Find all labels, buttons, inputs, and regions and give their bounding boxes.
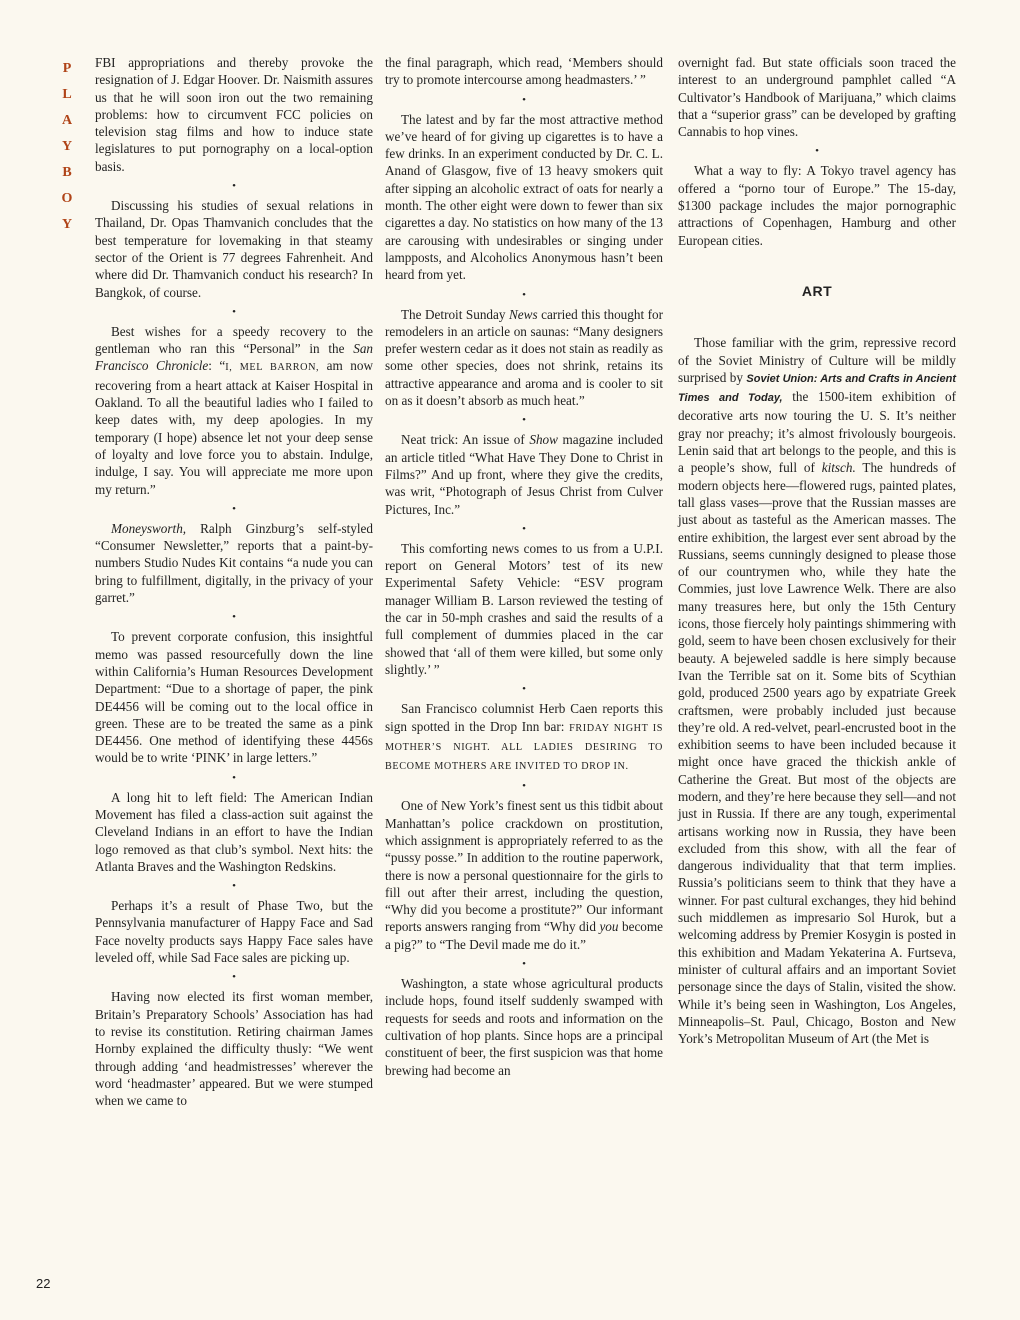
brand-letter: O (61, 191, 73, 206)
separator-bullet: • (522, 93, 526, 106)
separator-bullet: • (522, 683, 526, 696)
separator-bullet: • (815, 145, 819, 158)
paragraph: Moneysworth, Ralph Ginzburg’s self-styled “Consumer Newsletter,” reports that a paint-by-numbers Studio Nudes Kit contains “a nude you can bring to fulfillment, digitally, in the privacy of your garret.” (95, 520, 373, 606)
paragraph: Discussing his studies of sexual relations in Thailand, Dr. Opas Thamvanich concludes that the best temperature for lovemaking in that steamy sector of the Orient is 77 degrees Fahrenheit. And where did Dr. Thamvanich conduct his research? In Bangkok, of course. (95, 198, 373, 300)
separator-bullet: • (232, 771, 236, 784)
paragraph: Neat trick: An issue of Show magazine included an article titled “What Have They Done to Christ in Films?” And up front, where they give the credits, was writ, “Photograph of Jesus Christ from Culver Pictures, Inc.” (385, 432, 663, 517)
paragraph: The Detroit Sunday News carried this thought for remodelers in an article on saunas: “Many designers prefer western cedar as it does not stain as readily as some other species, does not shrink, retains its attractive appearance and aroma and is cooler to sit on as it doesn’t absorb as much heat.” (385, 306, 664, 409)
separator-bullet: • (522, 780, 526, 793)
column-2 (385, 54, 663, 1079)
column-3 (678, 54, 956, 1047)
paragraph: overnight fad. But state officials soon traced the interest to an underground pamphlet called “A Cultivator’s Handbook of Marijuana,” which claims that a “superior grass” can be developed by grafting Cannabis to hop vines. (678, 55, 956, 140)
separator-bullet: • (522, 522, 526, 535)
paragraph: Best wishes for a speedy recovery to the gentleman who ran this “Personal” in the San Francisco Chronicle: “I, MEL BARRON, am now recovering from a heart attack at Kaiser Hospital in Oakland. To all the beautiful ladies who I failed to keep dates with, my deep apologies. In my temporary (I hope) absence let not your deep sense of loyalty and love force you to abstain. Indulge, indulge, I say. You will appreciate me more upon my return.” (95, 323, 373, 497)
brand-letter: L (62, 87, 72, 102)
paragraph: the final paragraph, which read, ‘Members should try to promote intercourse among headmasters.’ ” (385, 55, 663, 88)
section-heading-art: ART (801, 282, 833, 299)
paragraph: This comforting news comes to us from a U.P.I. report on General Motors’ test of its new Experimental Safety Vehicle: “ESV program manager William B. Larson reviewed the testing of the car in 50-mph crashes and said the results of a full complement of dummies placed in the car showed that ‘all of them were killed, but some only slightly.’ ” (385, 540, 663, 677)
separator-bullet: • (232, 180, 236, 193)
paragraph: A long hit to left field: The American Indian Movement has filed a class-action suit against the Cleveland Indians in an effort to have the Indian logo removed as that club’s symbol. Next hits: the Atlanta Braves and the Washington Redskins. (95, 789, 373, 874)
separator-bullet: • (232, 305, 236, 318)
separator-bullet: • (522, 414, 526, 427)
brand-letter: Y (61, 139, 73, 154)
paragraph: Washington, a state whose agricultural products include hops, found itself suddenly swamped with requests for seeds and roots and information on the cultivation of hop plants. Since hops are a principal constituent of beer, the first suspicion was that home brewing had become an (385, 976, 663, 1078)
separator-bullet: • (232, 502, 236, 515)
paragraph: One of New York’s finest sent us this tidbit about Manhattan’s police crackdown on prostitution, which assignment is appropriately referred to as the “pussy posse.” In addition to the routine paperwork, there is now a personal questionnaire for the girls to fill out after their arrest, including the question, “Why did you become a prostitute?” Our informant reports answers ranging from “Why did you become a pig?” to “The Devil made me do it.” (385, 798, 664, 952)
paragraph: Perhaps it’s a result of Phase Two, but the Pennsylvania manufacturer of Happy Face and Sad Face novelty products says Happy Face sales have leveled off, while Sad Face sales are picking up. (95, 898, 373, 966)
paragraph: What a way to fly: A Tokyo travel agency has offered a “porno tour of Europe.” The 15-day, $1300 package includes the major pornographic attractions of Copenhagen, Hamburg and other European cities. (678, 163, 956, 248)
playboy-vertical-masthead (54, 56, 80, 238)
paragraph: San Francisco columnist Herb Caen reports this sign spotted in the Drop Inn bar: FRIDAY NIGHT IS MOTHER’S NIGHT. ALL LADIES DESIRING TO BECOME MOTHERS ARE INVITED TO DROP IN. (385, 701, 663, 773)
paragraph: To prevent corporate confusion, this insightful memo was passed resourcefully down the line within California’s Human Resources Development Department: “Due to a shortage of paper, the pink DE4456 will be coming out to the local office in green. These are to be treated the same as a pink DE4456. One method of identifying these 4456s would be to write ‘PINK’ in large letters.” (95, 629, 373, 766)
brand-letter: B (62, 165, 72, 180)
separator-bullet: • (522, 958, 526, 971)
brand-letter: P (62, 61, 72, 76)
paragraph: FBI appropriations and thereby provoke the resignation of J. Edgar Hoover. Dr. Naismith assures us that he will soon iron out the two remaining problems: how to circumvent FCC policies on television stag films and how to induce state legislatures to put pornography on a local-option basis. (95, 55, 373, 174)
column-1 (95, 54, 373, 1109)
separator-bullet: • (232, 611, 236, 624)
paragraph: Having now elected its first woman member, Britain’s Preparatory Schools’ Association has had to revise its constitution. Retiring chairman James Hornby explained the difficulty thusly: “We went through adding ‘and headmistresses’ wherever the word ‘headmaster’ appeared. But we were stumped when we came to (95, 989, 373, 1109)
separator-bullet: • (232, 971, 236, 984)
separator-bullet: • (522, 288, 526, 301)
brand-letter: A (61, 113, 73, 128)
paragraph: The latest and by far the most attractive method we’ve heard of for giving up cigarettes is to have a few drinks. In an experiment conducted by Dr. C. L. Anand of Glasgow, five of 13 heavy smokers quit after sipping an alcoholic extract of oats for nearly a month. The other eight were down to fewer than six cigarettes a day. No statistics on how many of the 13 are carousing with undesirables or singing under lampposts, and Alcoholics Anonymous hasn’t been heard from yet. (385, 111, 663, 283)
page-number: 22 (36, 1276, 51, 1291)
paragraph: Those familiar with the grim, repressive record of the Soviet Ministry of Culture will be mildly surprised by Soviet Union: Arts and Crafts in Ancient Times and Today, the 1500-item exhibition of decorative arts now touring the U. S. It’s neither gray nor preachy; it’s almost frivolously bourgeois. Lenin said that art belongs to the people, and this is a people’s show, full of kitsch. The hundreds of modern objects here—flowered rugs, painted plates, tall glass vases—prove that the Russian masses are just about as tasteful as the American masses. The entire exhibition, the largest ever sent abroad by the Russians, seems cunningly designed to please those of our countrymen who, while they hate the Commies, just love Lawrence Welk. There are also many treasures here, but only the 15th Century icons, those fiercely holy paintings shimmering with gold, seem to have been chosen exclusively for their beauty. A bejeweled saddle is here simply because Ivan the Terrible sat on it. Some bits of Scythian gold, produced 2500 years ago by expatriate Greek craftsmen, were probably included just because they’re old. A red-velvet, pearl-encrusted boot in the exhibition seems to have been included because it might once have graced the thickish ankle of Catherine the Great. But most of the objects are modern, and they’re here because they sell—and not just in Russia. If there are any tough, experimental artisans working now in Russia, they have been excluded from this show, with all the fear of dangerous individuality that that term implies. Russia’s politicians seem to think that they have a winner. For past cultural exchanges, they hid behind such middlemen as impresario Sol Hurok, but a welcoming address by Premier Kosygin is posted in this exhibition and Madam Yekaterina A. Furtseva, minister of cultural affairs and an important Soviet personage since the days of Stalin, visited the show. While it’s being seen in Washington, Los Angeles, Minneapolis–St. Paul, Chicago, Boston and New York’s Metropolitan Museum of Art (the Met is (678, 335, 956, 1047)
brand-letter: Y (61, 217, 73, 232)
separator-bullet: • (232, 880, 236, 893)
